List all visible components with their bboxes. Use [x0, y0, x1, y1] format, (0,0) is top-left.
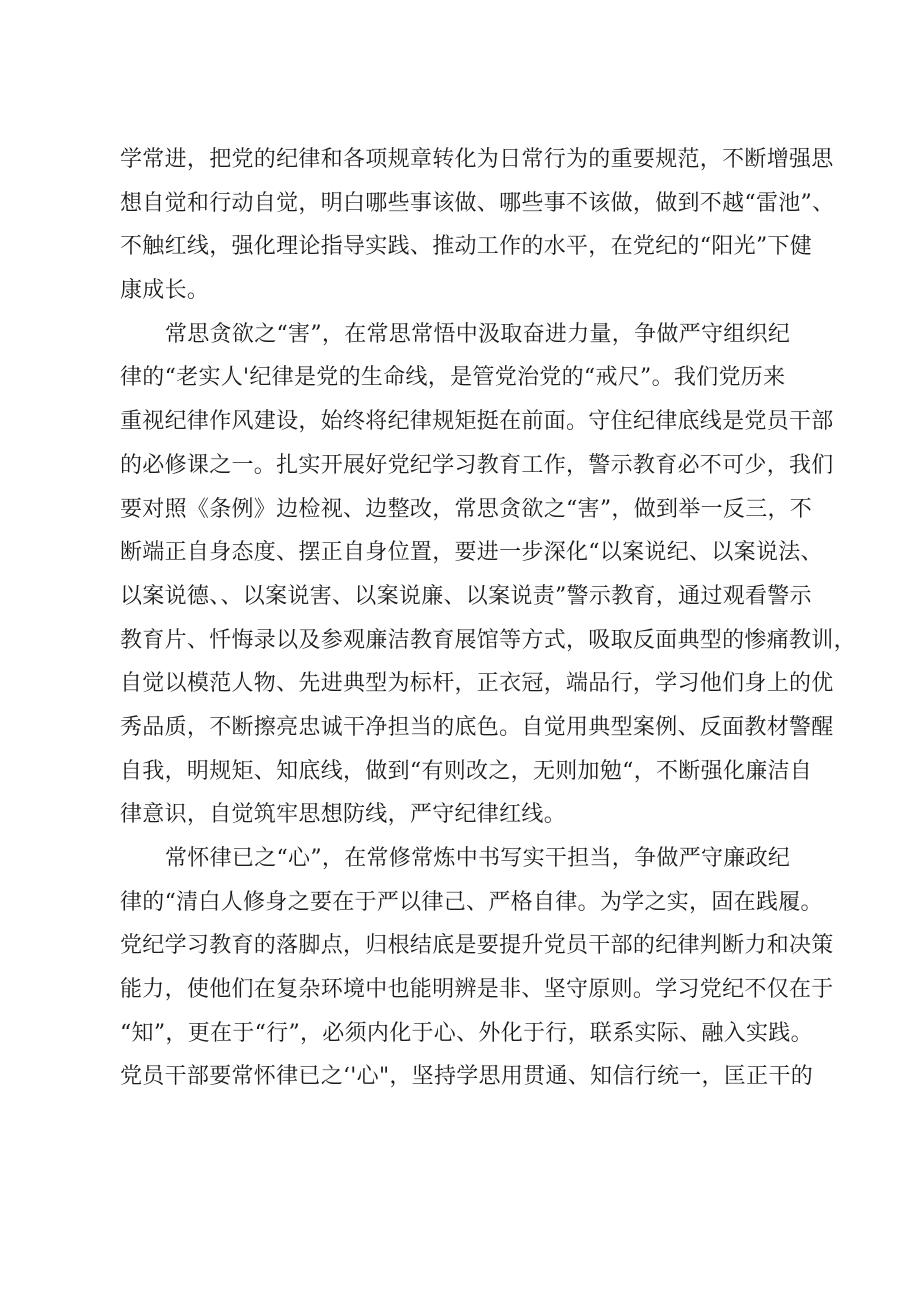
text-line: 要对照《条例》边检视、边整改，常思贪欲之“害”，做到举一反三，不 [120, 496, 813, 522]
text-line: 不触红线，强化理论指导实践、推动工作的水平，在党纪的“阳光”下健 [120, 234, 813, 260]
text-line: 能力，使他们在复杂环境中也能明辨是非、坚守原则。学习党纪不仅在于 [120, 977, 834, 1003]
text-line: 学常进，把党的纪律和各项规章转化为日常行为的重要规范，不断增强思 [120, 147, 834, 172]
text-line: 以案说德、、以案说害、以案说廉、以案说责”警示教育，通过观看警示 [120, 583, 812, 609]
text-line: 党纪学习教育的落脚点，归根结底是要提升党员干部的纪律判断力和决策 [120, 933, 834, 959]
text-line: 想自觉和行动自觉，明白哪些事该做、哪些事不该做，做到不越“雷池”、 [120, 190, 835, 216]
text-line: 重视纪律作风建设，始终将纪律规矩挺在前面。守住纪律底线是党员干部 [120, 409, 834, 435]
text-line: 教育片、忏悔录以及参观廉洁教育展馆等方式，吸取反面典型的惨痛教训， [120, 627, 856, 653]
text-line: 自觉以模范人物、先进典型为标杆，正衣冠，端品行，学习他们身上的优 [120, 671, 834, 697]
paragraph-first-line: 常怀律已之“心”，在常修常炼中书写实干担当，争做严守廉政纪 [165, 846, 791, 871]
text-line: 律的“老实人'纪律是党的生命线，是管党治党的“戒尺”。我们党历来 [120, 365, 786, 391]
text-line: 党员干部要常怀律已之‘'心"，坚持学思用贯通、知信行统一，匡正干的 [120, 1064, 814, 1090]
text-line: 律意识，自觉筑牢思想防线，严守纪律红线。 [120, 802, 567, 828]
paragraph-first-line: 常思贪欲之“害”，在常思常悟中汲取奋进力量，争做严守组织纪 [165, 321, 791, 347]
text-line: 断端正自身态度、摆正自身位置，要进一步深化“以案说纪、以案说法、 [120, 540, 823, 566]
text-line: 秀品质，不断擦亮忠诚干净担当的底色。自觉用典型案例、反面教材警醒 [120, 714, 834, 740]
document-body [120, 138, 856, 1099]
text-line: 的必修课之一。扎实开展好党纪学习教育工作，警示教育必不可少，我们 [120, 452, 834, 478]
text-line: 康成长。 [120, 278, 210, 304]
text-line: “知”，更在于“行”，必须内化于心、外化于行，联系实际、融入实践。 [120, 1020, 813, 1046]
text-line: 自我，明规矩、知底线，做到“有则改之，无则加勉“，不断强化廉洁自 [120, 758, 813, 784]
text-line: 律的“清白人修身之要在于严以律己、严格自律。为学之实，固在践履。 [120, 889, 823, 915]
